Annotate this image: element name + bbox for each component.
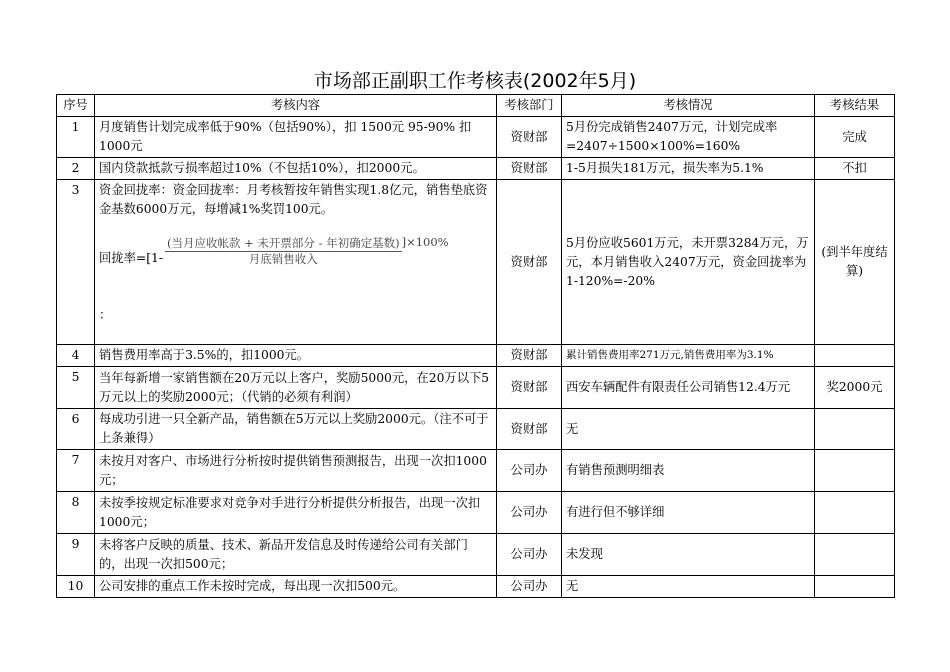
- table-row: [57, 450, 895, 492]
- row-result: [815, 534, 895, 576]
- row-result: [815, 492, 895, 534]
- table-row: [57, 534, 895, 576]
- row-content: 国内贷款抵款亏损率超过10%（不包括10%），扣2000元。: [95, 158, 497, 180]
- header-result: 考核结果: [815, 95, 895, 117]
- row-result: 不扣: [815, 158, 895, 180]
- table-row: [57, 492, 895, 534]
- table-row: [57, 345, 895, 367]
- row-content: 资金回拢率：资金回拢率：月考核暂按年销售实现1.8亿元，销售垫底资金基数6000万元，每增减1%奖罚100元。: [99, 183, 488, 216]
- table-row: [57, 576, 895, 598]
- row-status: 无: [562, 576, 815, 598]
- row-content: 公司安排的重点工作未按时完成，每出现一次扣500元。: [95, 576, 497, 598]
- row-result: 奖2000元: [815, 367, 895, 409]
- table-row: [57, 367, 895, 409]
- page-title: 市场部正副职工作考核表(2002年5月): [313, 70, 637, 92]
- header-dept: 考核部门: [497, 95, 562, 117]
- row-content: 每成功引进一只全新产品，销售额在5万元以上奖励2000元。（注不可于上条兼得）: [95, 409, 497, 450]
- formula-denominator: 月底销售收入: [248, 252, 318, 266]
- row-content: 月度销售计划完成率低于90%（包括90%），扣 1500元 95-90% 扣1000元: [95, 117, 497, 158]
- row-no: 1: [57, 117, 95, 158]
- row-dept: 资财部: [497, 367, 562, 409]
- table-row: [57, 117, 895, 158]
- row-content: 未按月对客户、市场进行分析按时提供销售预测报告，出现一次扣1000元；: [95, 450, 497, 492]
- table-row: [57, 180, 895, 345]
- row-content: 当年每新增一家销售额在20万元以上客户，奖励5000元，在20万以下5万元以上的奖励2000元；（代销的必须有利润）: [95, 367, 497, 409]
- row-no: 2: [57, 158, 95, 180]
- row-result: [815, 409, 895, 450]
- row-no: 3: [57, 180, 95, 345]
- row-status: 5月份完成销售2407万元，计划完成率=2407÷1500×100%=160%: [562, 117, 815, 158]
- row-dept: 资财部: [497, 180, 562, 345]
- collection-rate-formula: [99, 235, 492, 268]
- row-no: 4: [57, 345, 95, 367]
- row-result: [815, 576, 895, 598]
- row-no: 6: [57, 409, 95, 450]
- row-dept: 公司办: [497, 576, 562, 598]
- row-status: 未发现: [562, 534, 815, 576]
- formula-numerator: (当月应收帐款 + 未开票部分 - 年初确定基数): [166, 236, 400, 250]
- row-content: 未将客户反映的质量、技术、新品开发信息及时传递给公司有关部门的，出现一次扣500元；: [95, 534, 497, 576]
- row-status: 1-5月损失181万元，损失率为5.1%: [562, 158, 815, 180]
- header-content: 考核内容: [95, 95, 497, 117]
- row-content: 销售费用率高于3.5%的，扣1000元。: [95, 345, 497, 367]
- row-content-cell: [95, 180, 497, 345]
- row-no: 9: [57, 534, 95, 576]
- row-result: 完成: [815, 117, 895, 158]
- row-result: (到半年度结算): [815, 180, 895, 345]
- table-header-row: [57, 95, 895, 117]
- row-status: 西安车辆配件有限责任公司销售12.4万元: [562, 367, 815, 409]
- row-no: 7: [57, 450, 95, 492]
- formula-colon: ：: [99, 308, 112, 322]
- row-no: 5: [57, 367, 95, 409]
- row-status: 无: [562, 409, 815, 450]
- formula-prefix: 回拢率=[1-: [99, 251, 163, 265]
- row-dept: 资财部: [497, 117, 562, 158]
- table-row: [57, 158, 895, 180]
- row-result: [815, 450, 895, 492]
- row-dept: 资财部: [497, 158, 562, 180]
- assessment-table: [56, 94, 895, 598]
- formula-fraction: [165, 236, 402, 267]
- header-status: 考核情况: [562, 95, 815, 117]
- row-status: 有进行但不够详细: [562, 492, 815, 534]
- row-dept: 公司办: [497, 534, 562, 576]
- formula-tail: ]×100%: [401, 235, 449, 249]
- row-content: 未按季按规定标准要求对竞争对手进行分析提供分析报告，出现一次扣1000元；: [95, 492, 497, 534]
- row-dept: 公司办: [497, 492, 562, 534]
- header-no: 序号: [57, 95, 95, 117]
- row-dept: 资财部: [497, 409, 562, 450]
- row-dept: 资财部: [497, 345, 562, 367]
- row-no: 10: [57, 576, 95, 598]
- row-status: 5月份应收5601万元，未开票3284万元，万元，本月销售收入2407万元，资金回拢率为1-120%=-20%: [562, 180, 815, 345]
- row-status: 有销售预测明细表: [562, 450, 815, 492]
- row-dept: 公司办: [497, 450, 562, 492]
- row-no: 8: [57, 492, 95, 534]
- row-status: 累计销售费用率271万元,销售费用率为3.1%: [562, 345, 815, 367]
- table-row: [57, 409, 895, 450]
- row-result: [815, 345, 895, 367]
